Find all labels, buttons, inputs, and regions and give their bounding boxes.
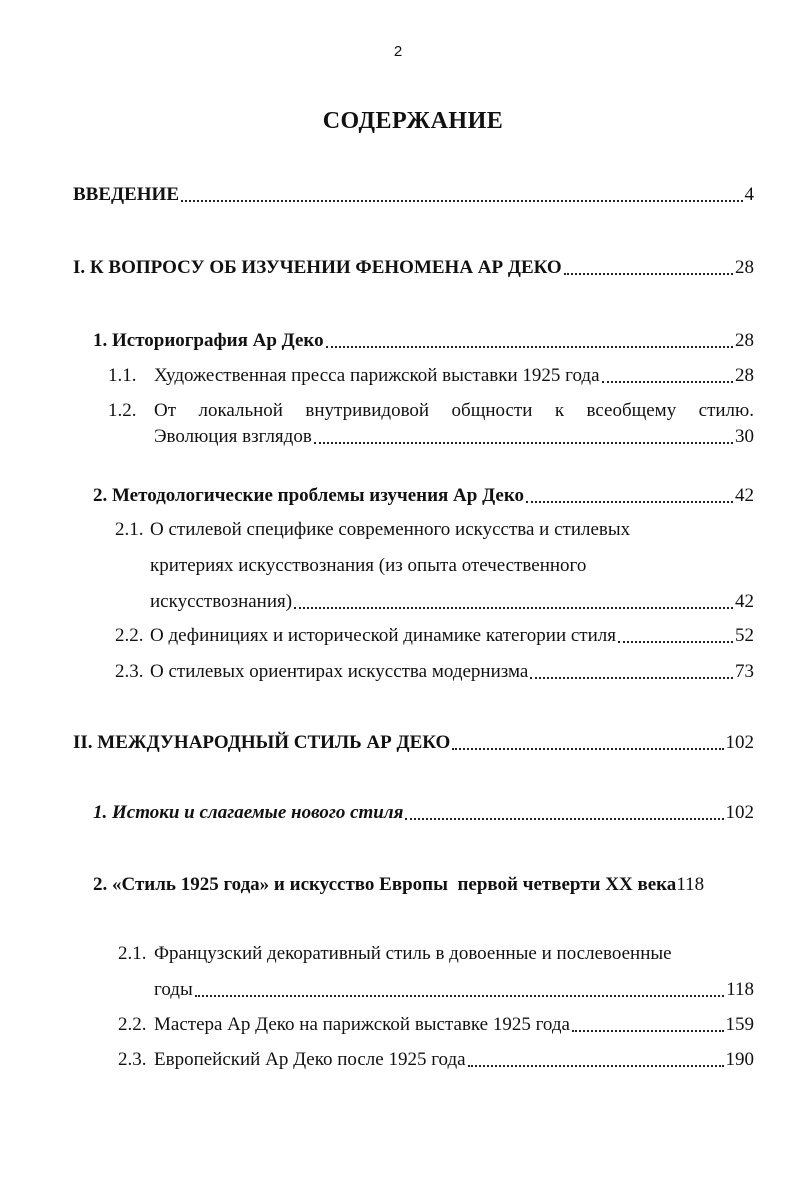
toc-word: общности [451,400,533,421]
toc-entry-subsection-1-2-3[interactable] [115,660,754,684]
toc-number: 2.3. [115,661,144,682]
toc-label: I. К ВОПРОСУ ОБ ИЗУЧЕНИИ ФЕНОМЕНА АР ДЕКО [73,257,562,278]
toc-page: 102 [725,802,754,823]
toc-label: О стилевой специфике современного искусства и стилевых [150,519,631,540]
toc-label: Европейский Ар Деко после 1925 года [154,1049,466,1070]
toc-entry-intro[interactable] [73,183,754,207]
dot-leader [181,200,743,202]
toc-page: 4 [744,184,754,205]
toc-entry-subsection-2-2-1[interactable] [118,942,672,966]
toc-label-line-2: критериях искусствознания (из опыта отечественного [150,555,587,576]
toc-label: О стилевых ориентирах искусства модернизма [150,661,529,682]
page-number: 2 [393,43,403,60]
toc-page: 42 [735,485,754,506]
dot-leader [294,607,733,609]
toc-number: 2.2. [115,625,144,646]
toc-page: 118 [726,979,754,1000]
toc-page: 190 [725,1049,754,1070]
toc-label: Мастера Ар Деко на парижской выставке 1925 года [154,1014,570,1035]
dot-leader [452,748,723,750]
toc-label: 2. «Стиль 1925 года» и искусство Европы первой четверти XX века [93,874,677,895]
toc-number: 2.2. [118,1014,147,1035]
dot-leader [326,346,733,348]
dot-leader [314,442,733,444]
toc-page: 102 [725,732,754,753]
toc-label: 2. Методологические проблемы изучения Ар Деко [93,485,525,506]
toc-entry-section-2-1[interactable] [93,801,754,825]
toc-word: локальной [198,400,283,421]
toc-entry-subsection-1-2-1[interactable] [115,518,630,542]
toc-word: всеобщему [586,400,677,421]
toc-label: II. МЕЖДУНАРОДНЫЙ СТИЛЬ АР ДЕКО [73,732,451,753]
toc-entry-subsection-1-2-1-cont[interactable] [150,590,754,614]
toc-label: искусствознания) [150,591,293,612]
toc-page: 28 [735,330,754,351]
toc-word: От [154,400,177,421]
dot-leader [526,501,733,503]
toc-label: годы [154,979,193,1000]
dot-leader [602,381,733,383]
toc-label: Эволюция взглядов [154,426,312,447]
toc-label: О дефинициях и исторической динамике категории стиля [150,625,616,646]
toc-page: 28 [735,365,754,386]
toc-entry-section-1-1[interactable] [93,329,754,353]
toc-number: 1.1. [108,365,137,386]
dot-leader [618,641,733,643]
toc-number: 2.1. [118,943,147,964]
toc-entry-subsection-2-2-1-cont[interactable] [154,978,754,1002]
toc-label: 1. Историография Ар Деко [93,330,324,351]
dot-leader [468,1065,724,1067]
toc-label: Французский декоративный стиль в довоенные и послевоенные [154,943,672,964]
toc-page: 73 [735,661,754,682]
toc-entry-subsection-1-2-2[interactable] [115,624,754,648]
dot-leader [564,273,733,275]
toc-page: 159 [725,1014,754,1035]
toc-entry-subsection-2-2-3[interactable] [118,1048,754,1072]
toc-label: 1. Истоки и слагаемые нового стиля [93,802,404,823]
toc-entry-subsection-1-1-2[interactable] [154,399,754,423]
dot-leader [195,995,724,997]
toc-page: 52 [735,625,754,646]
dot-leader [572,1030,724,1032]
toc-entry-subsection-1-1-2-cont[interactable] [154,425,754,449]
toc-word: стилю. [698,400,754,421]
toc-entry-subsection-1-1-1[interactable] [108,364,754,388]
dot-leader [405,818,723,820]
toc-entry-chapter-1[interactable] [73,256,754,280]
toc-word: к [554,400,565,421]
page-title: СОДЕРЖАНИЕ [322,108,504,134]
toc-page: 118 [676,874,705,895]
dot-leader [530,677,733,679]
toc-label: Художественная пресса парижской выставки 1925 года [154,365,600,386]
toc-number: 1.2. [108,400,137,421]
toc-entry-chapter-2[interactable] [73,731,754,755]
toc-word: внутривидовой [305,400,430,421]
toc-entry-section-2-2[interactable] [93,873,754,897]
toc-page: 28 [735,257,754,278]
toc-entry-section-1-2[interactable] [93,484,754,508]
toc-page: 42 [735,591,754,612]
toc-label: ВВЕДЕНИЕ [73,184,179,205]
toc-number: 2.3. [118,1049,147,1070]
toc-page: 30 [735,426,754,447]
toc-entry-subsection-2-2-2[interactable] [118,1013,754,1037]
toc-number: 2.1. [115,519,144,540]
